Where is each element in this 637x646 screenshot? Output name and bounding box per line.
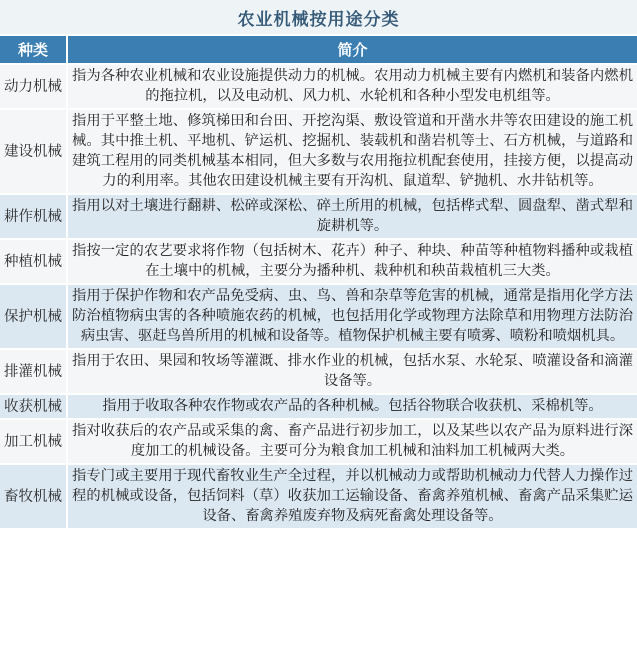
row-kind: 保护机械 [0, 284, 67, 349]
row-desc: 指对收获后的农产品或采集的禽、畜产品进行初步加工，以及某些以农产品为原料进行深度加工的机械设备。主要可分为粮食加工机械和油料加工机械两大类。 [67, 419, 637, 464]
table-row [0, 64, 637, 109]
row-kind: 种植机械 [0, 239, 67, 284]
row-kind: 耕作机械 [0, 194, 67, 239]
row-desc: 指专门或主要用于现代畜牧业生产全过程，并以机械动力或帮助机械动力代替人力操作过程的机械或设备，包括饲料（草）收获加工运输设备、畜禽养殖机械、畜禽产品采集贮运设备、畜禽养殖废弃物及病死畜禽处理设备等。 [67, 464, 637, 528]
row-kind: 加工机械 [0, 419, 67, 464]
page-title: 农业机械按用途分类 [237, 9, 400, 30]
table-row [0, 284, 637, 349]
row-desc: 指用于保护作物和农产品免受病、虫、鸟、兽和杂草等危害的机械，通常是指用化学方法防治植物病虫害的各种喷施农药的机械，也包括用化学或物理方法除草和用物理方法防治病虫害、驱赶鸟兽所用的机械和设备等。植物保护机械主要有喷雾、喷粉和喷烟机具。 [67, 284, 637, 349]
row-desc: 指用于农田、果园和牧场等灌溉、排水作业的机械，包括水泵、水轮泵、喷灌设备和滴灌设备等。 [67, 349, 637, 394]
table-row [0, 239, 637, 284]
table-row [0, 394, 637, 419]
row-kind: 畜牧机械 [0, 464, 67, 528]
title-band [0, 0, 637, 36]
row-kind: 收获机械 [0, 394, 67, 419]
table-row [0, 464, 637, 528]
table-row [0, 349, 637, 394]
table-header-row [0, 36, 637, 64]
column-header-desc: 简介 [67, 36, 637, 64]
row-desc: 指按一定的农艺要求将作物（包括树木、花卉）种子、种块、种苗等种植物料播种或栽植在土壤中的机械，主要分为播种机、栽种机和秧苗栽植机三大类。 [67, 239, 637, 284]
row-desc: 指为各种农业机械和农业设施提供动力的机械。农用动力机械主要有内燃机和装备内燃机的拖拉机，以及电动机、风力机、水轮机和各种小型发电机组等。 [67, 64, 637, 109]
row-kind: 建设机械 [0, 109, 67, 194]
table-row [0, 419, 637, 464]
table-row [0, 194, 637, 239]
row-desc: 指用于平整土地、修筑梯田和台田、开挖沟渠、敷设管道和开凿水井等农田建设的施工机械。其中推土机、平地机、铲运机、挖掘机、装载机和凿岩机等士、石方机械，与道路和建筑工程用的同类机械基本相同，但大多数与农用拖拉机配套使用，挂接方便，以提高动力的利用率。其他农田建设机械主要有开沟机、鼠道犁、铲抛机、水井钻机等。 [67, 109, 637, 194]
row-kind: 排灌机械 [0, 349, 67, 394]
row-desc: 指用于收取各种农作物或农产品的各种机械。包括谷物联合收获机、采棉机等。 [67, 394, 637, 419]
column-header-kind: 种类 [0, 36, 67, 64]
classification-table [0, 36, 637, 528]
row-kind: 动力机械 [0, 64, 67, 109]
table-row [0, 109, 637, 194]
row-desc: 指用以对土壤进行翻耕、松碎或深松、碎土所用的机械，包括桦式犁、圆盘犁、凿式犁和旋耕机等。 [67, 194, 637, 239]
